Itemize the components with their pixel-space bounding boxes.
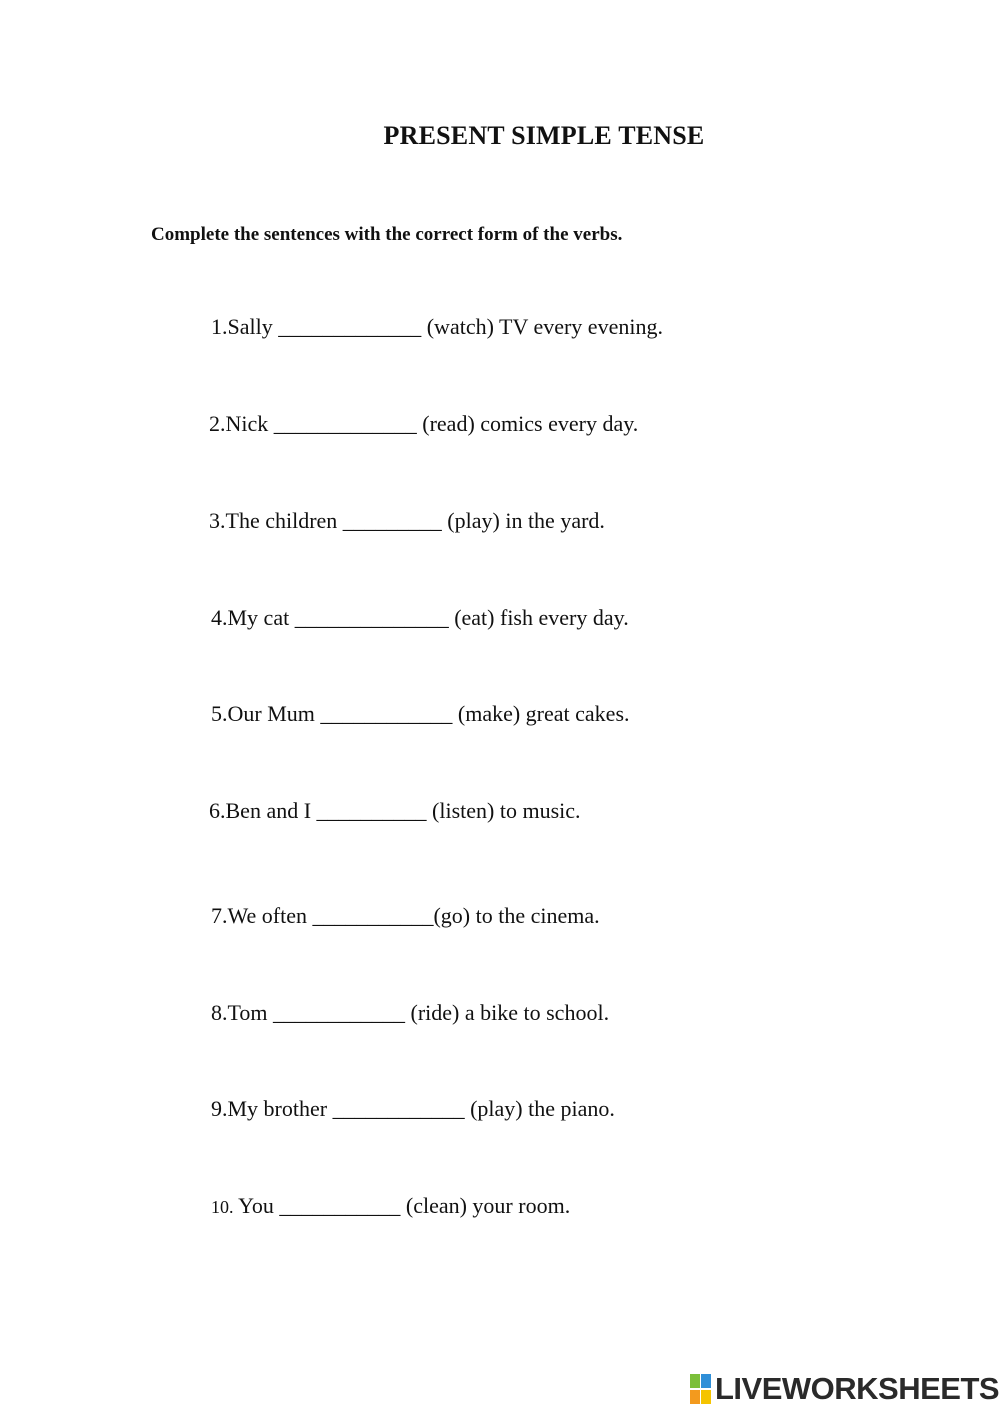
sentence-subject: Sally xyxy=(227,314,273,339)
sentence-rest: (play) in the yard. xyxy=(441,508,605,533)
sentence-number: 2. xyxy=(209,411,226,436)
sentence-subject: You xyxy=(233,1193,274,1218)
sentence-number: 10. xyxy=(211,1197,234,1217)
sentence-rest: (go) to the cinema. xyxy=(433,903,600,928)
sentence-subject: My brother xyxy=(227,1096,328,1121)
answer-blank[interactable]: ___________ xyxy=(312,903,434,928)
answer-blank[interactable]: _________ xyxy=(342,508,442,533)
sentence-item xyxy=(211,1096,615,1122)
answer-blank[interactable]: _____________ xyxy=(278,314,422,339)
sentence-rest: (watch) TV every evening. xyxy=(421,314,663,339)
sentence-number: 9. xyxy=(211,1096,228,1121)
sentence-item xyxy=(209,798,581,824)
answer-blank[interactable]: ____________ xyxy=(320,701,453,726)
answer-blank[interactable]: ____________ xyxy=(273,1000,406,1025)
sentence-subject: My cat xyxy=(227,605,290,630)
answer-blank[interactable]: ___________ xyxy=(279,1193,401,1218)
sentence-number: 3. xyxy=(209,508,226,533)
sentence-subject: Ben and I xyxy=(225,798,312,823)
sentence-rest: (play) the piano. xyxy=(464,1096,615,1121)
sentence-subject: The children xyxy=(225,508,338,533)
sentence-number: 5. xyxy=(211,701,228,726)
sentence-subject: We often xyxy=(227,903,307,928)
sentence-rest: (listen) to music. xyxy=(426,798,581,823)
sentence-item xyxy=(211,903,600,929)
sentence-rest: (read) comics every day. xyxy=(416,411,639,436)
sentence-item xyxy=(209,411,638,437)
sentence-number: 6. xyxy=(209,798,226,823)
sentence-subject: Nick xyxy=(225,411,269,436)
sentence-number: 7. xyxy=(211,903,228,928)
sentence-item xyxy=(211,1193,570,1219)
sentence-number: 8. xyxy=(211,1000,228,1025)
sentence-number: 1. xyxy=(211,314,228,339)
sentence-subject: Our Mum xyxy=(227,701,315,726)
sentence-number: 4. xyxy=(211,605,228,630)
logo-text: LIVEWORKSHEETS xyxy=(715,1371,1000,1406)
instructions: Complete the sentences with the correct form of the verbs. xyxy=(151,224,623,245)
answer-blank[interactable]: _____________ xyxy=(273,411,417,436)
answer-blank[interactable]: ____________ xyxy=(332,1096,465,1121)
sentence-item xyxy=(211,701,630,727)
sentence-item xyxy=(211,1000,609,1026)
liveworksheets-logo-icon xyxy=(690,1374,712,1404)
liveworksheets-logo[interactable] xyxy=(690,1371,999,1407)
sentence-rest: (ride) a bike to school. xyxy=(405,1000,610,1025)
sentence-rest: (clean) your room. xyxy=(400,1193,571,1218)
worksheet-title: PRESENT SIMPLE TENSE xyxy=(383,121,705,150)
sentence-item xyxy=(211,314,663,340)
sentence-subject: Tom xyxy=(227,1000,268,1025)
sentence-item xyxy=(209,508,605,534)
sentence-rest: (make) great cakes. xyxy=(452,701,630,726)
answer-blank[interactable]: __________ xyxy=(316,798,427,823)
answer-blank[interactable]: ______________ xyxy=(294,605,449,630)
sentence-rest: (eat) fish every day. xyxy=(448,605,629,630)
sentence-item xyxy=(211,605,629,631)
